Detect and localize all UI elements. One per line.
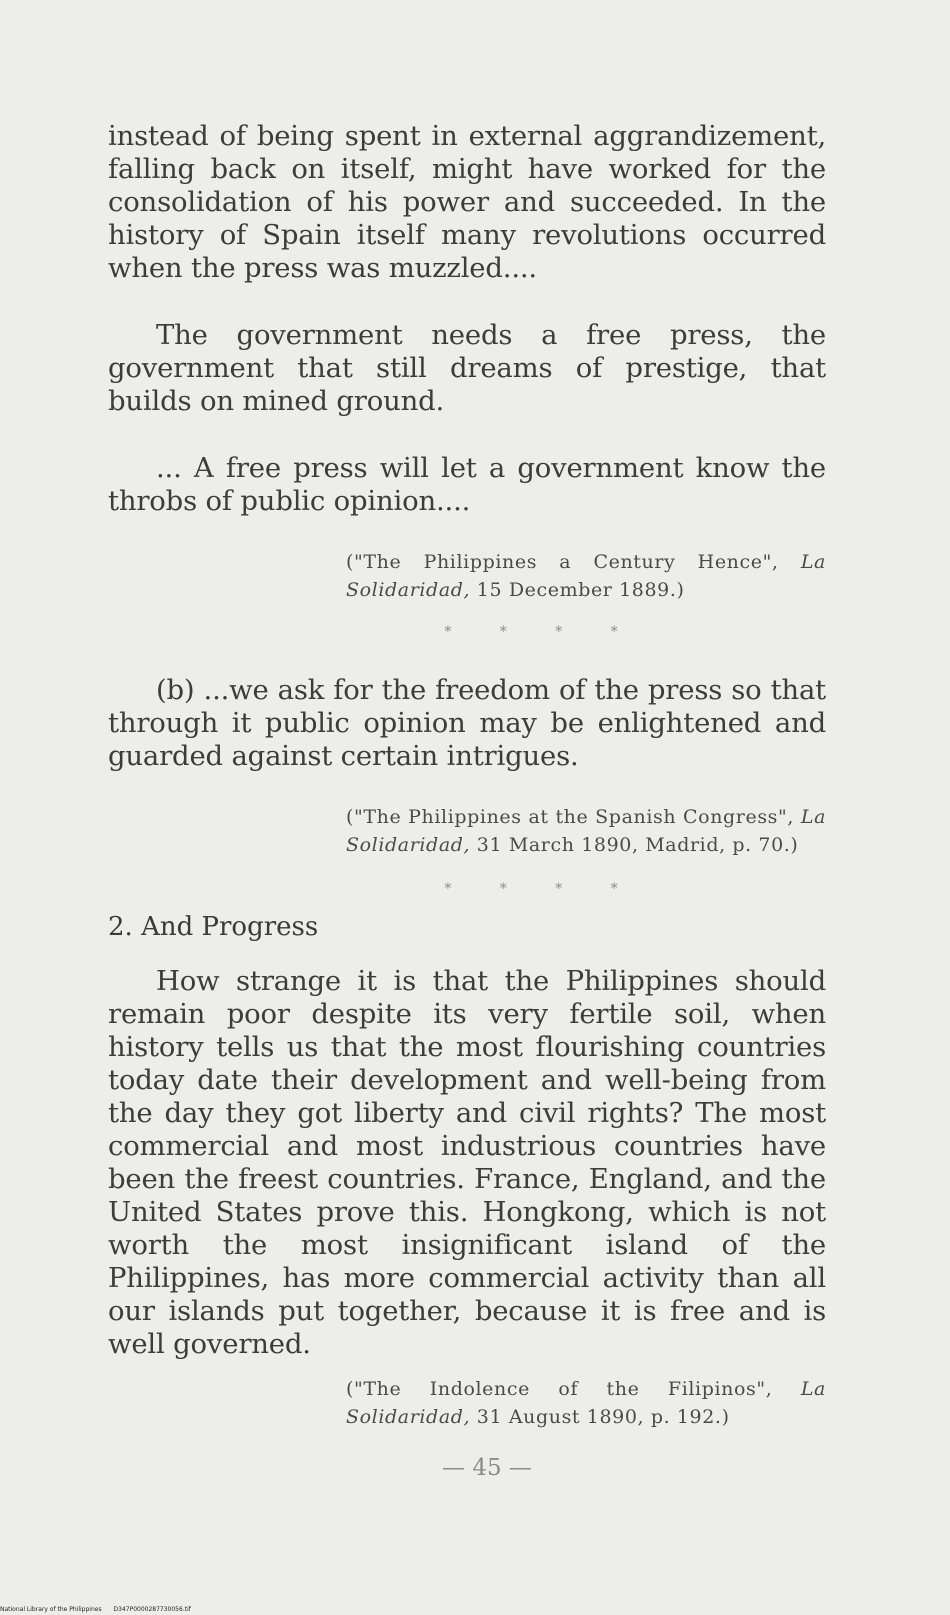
citation-2 <box>346 803 826 859</box>
citation-3 <box>346 1375 826 1431</box>
scan-footer <box>0 1606 201 1613</box>
citation-2-date: 31 March 1890, Madrid, p. 70.) <box>476 834 799 856</box>
citation-3-date: 31 August 1890, p. 192.) <box>476 1406 730 1428</box>
citation-3-title: ("The Indolence of the Filipinos", <box>346 1378 773 1400</box>
footer-file-id: D347P0000287730056.tif <box>113 1606 191 1613</box>
citation-1-title: ("The Philippines a Century Hence", <box>346 551 779 573</box>
section-separator-2: * * * * <box>444 881 640 897</box>
paragraph-1: instead of being spent in external aggrandizement, falling back on itself, might have worked for the consolidation of his power and succeeded. In the history of Spain itself many revolutions occurred when the press was muzzled.... <box>108 120 826 284</box>
citation-2-title: ("The Philippines at the Spanish Congress", <box>346 806 795 828</box>
section-separator-1: * * * * <box>444 624 640 640</box>
paragraph-3: ... A free press will let a government know the throbs of public opinion.... <box>108 452 826 517</box>
page-number: — 45 — <box>442 1455 532 1481</box>
citation-1-source: La Solidaridad, <box>346 551 826 601</box>
paragraph-4: (b) ...we ask for the freedom of the press so that through it public opinion may be enlightened and guarded against certain intrigues. <box>108 674 826 772</box>
paragraph-5: How strange it is that the Philippines should remain poor despite its very fertile soil, when history tells us that the most flourishing countries today date their development and well-being from the day they got liberty and civil rights? The most commercial and most industrious countries have been the freest countries. France, England, and the United States prove this. Hongkong, which is not worth the most insignificant island of the Philippines, has more commercial activity than all our islands put together, because it is free and is well governed. <box>108 965 826 1360</box>
paragraph-2: The government needs a free press, the government that still dreams of prestige, that builds on mined ground. <box>108 319 826 417</box>
section-heading: 2. And Progress <box>108 912 319 942</box>
document-page <box>108 120 826 1481</box>
citation-1 <box>346 548 826 604</box>
citation-3-source: La Solidaridad, <box>346 1378 826 1428</box>
footer-institution: National Library of the Philippines <box>0 1606 102 1613</box>
citation-2-source: La Solidaridad, <box>346 806 827 856</box>
citation-1-date: 15 December 1889.) <box>476 579 685 601</box>
